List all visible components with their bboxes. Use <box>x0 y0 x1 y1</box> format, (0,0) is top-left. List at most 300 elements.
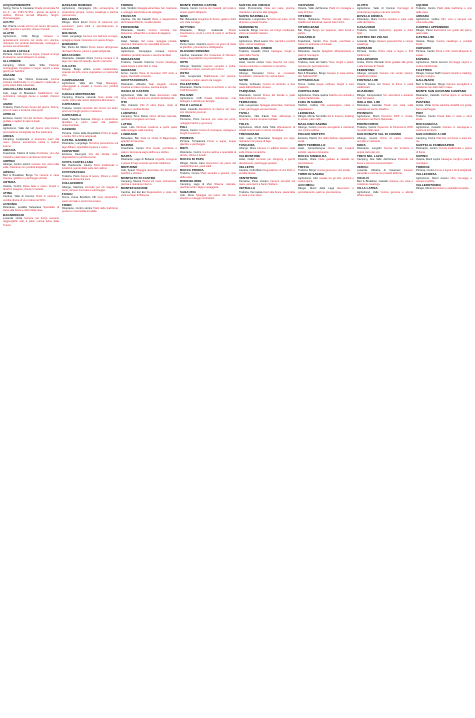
listing-description: A duecento metri dal mare, piscina, animazione estiva e market interno. <box>3 138 59 148</box>
listing-category: Camping, Lago di Vico <box>180 183 212 187</box>
listing-entry <box>121 58 177 68</box>
listing-entry <box>180 158 236 168</box>
listing-town-name: CAMPAGNANO <box>62 77 85 82</box>
listing-category: Rifugio, Monti <box>416 187 432 191</box>
listing-entry <box>298 36 354 46</box>
listing-town-name: VALLECORSA <box>416 172 437 177</box>
listing-category: Terme, Bullicame <box>298 18 320 22</box>
listing-town-name: TOLFA <box>239 121 249 126</box>
listing-entry <box>3 171 59 181</box>
listing-description: Cucina casalinga e prodotti locali. <box>416 39 472 46</box>
listing-description: Vista su Civita di Bagnoregio, aperitivi al tramonto. <box>121 136 177 143</box>
listing-town-name: PICINISCO <box>357 110 373 115</box>
listing-town-name: GENZANO <box>121 67 137 72</box>
listing-description: Peperone di Pontecorvo DOP nei piatti della casa. <box>357 125 413 133</box>
listing-town-name: MONTEFIASCONE <box>121 186 148 191</box>
listing-category: Cantina, Est Est Est <box>121 190 146 194</box>
listing-description: Cucina genuina e vino locale. <box>316 169 351 173</box>
listing-description: Camere nel centro storico, colazione inclusa. <box>357 71 413 79</box>
listing-town-name: CIVITA CASTELLANA <box>62 159 94 164</box>
listing-description: Spiaggia attrezzata, ristorante e bar, parcheggio convenzionato. <box>239 104 295 111</box>
listing-description: Camere in casa antica, olio Sabina DOP. <box>298 71 354 79</box>
listing-category: Hotel, Outlet <box>239 158 255 162</box>
listing-town-name: NINFA <box>180 38 190 43</box>
listing-description: Spiaggia sul lago, ristorante con pesce di lago. <box>239 136 295 143</box>
listing-town-name: CANALE MONTERANO <box>62 91 96 96</box>
listing-category: Lido, Lungomare <box>239 104 259 108</box>
listing-town-name: FIUGGI <box>62 191 73 196</box>
listing-town-name: SABAUDIA <box>180 189 197 194</box>
listing-entry <box>298 58 354 68</box>
listing-entry <box>3 4 59 20</box>
listing-entry <box>357 58 413 68</box>
listing-category: Hotel, Castello <box>180 107 198 111</box>
listing-category: Hotel, Lido <box>121 125 135 129</box>
listing-category: Pizzeria, Centro <box>416 50 435 54</box>
listing-entry <box>239 166 295 176</box>
listing-description: Piatti della tradizione e vino della casa. <box>416 7 472 14</box>
listing-category: Cantina, Valle di Comino <box>3 195 35 199</box>
listing-category: Rifugio, Monte Cavo <box>180 161 205 165</box>
listing-category: Ristorante, Centro storico <box>62 207 93 211</box>
listing-town-name: CASTEL GANDOLFO <box>62 138 93 143</box>
listing-town-name: NEMI <box>180 13 188 18</box>
listing-town-name: CERVARO <box>416 46 431 51</box>
listing-town-name: COLLEPARDO <box>357 56 379 61</box>
listing-town-name: ZAGAROLO <box>298 35 316 40</box>
listing-category: Lido, Vindicio <box>121 7 137 11</box>
listing-category: Ristorante, Lungomare <box>239 18 266 22</box>
listing-entry <box>416 184 472 191</box>
listing-entry <box>298 4 354 14</box>
listing-column <box>3 4 59 715</box>
listing-entry <box>416 47 472 57</box>
listing-category: Osteria, Borgo <box>416 39 435 43</box>
listing-town-name: PALO LAZIALE <box>180 103 203 108</box>
listing-category: Bed & Breakfast, Borgo <box>298 71 326 75</box>
listing-category: Ristorante, Lago di Bolsena <box>121 158 155 162</box>
listing-entry <box>180 61 236 71</box>
listing-description: Vini Cesanese di Olevano, visite e degustazioni su prenotazione. <box>180 53 236 61</box>
listing-entry <box>180 94 236 104</box>
listing-entry <box>298 184 354 194</box>
listing-town-name: AMATRICE <box>298 46 314 51</box>
listing-description: Sci, escursioni e amaretti tipici del paese. <box>357 93 413 100</box>
listing-description: Sul mare, spiaggia privata, piscina e ristorante con specialità di pesce. <box>121 39 177 46</box>
listing-description: Fattoria didattica, prodotti caseari e camere familiari. <box>121 50 177 57</box>
listing-entry <box>62 161 118 171</box>
listing-town-name: CASPERIA <box>298 67 314 72</box>
listing-entry <box>121 101 177 111</box>
listing-category: Agriturismo, Castello <box>416 125 441 129</box>
listing-town-name: SUBIACO <box>239 67 254 72</box>
listing-description: Visite guidate alle grotte e alla Certosa di Trisulti. <box>357 61 413 68</box>
listing-entry <box>239 90 295 100</box>
listing-category: Belvedere, Bar <box>121 136 139 140</box>
listing-category: Bar, Piazza <box>3 24 17 28</box>
listing-town-name: PONZA <box>180 114 191 119</box>
listing-town-name: PASTENA <box>416 100 431 105</box>
listing-category: Cantina, Cesanese <box>180 53 203 57</box>
listing-town-name: SERMONETA <box>239 24 259 29</box>
listing-town-name: LATINA <box>121 121 132 126</box>
listing-entry <box>3 88 59 101</box>
listing-entry <box>180 104 236 114</box>
listing-entry <box>416 36 472 46</box>
listing-description: Degustazioni di vini DOC e vendita diretta. <box>239 169 295 176</box>
listing-description: Olio di oliva Itrana, visite al frantoio e vendita diretta. <box>121 104 177 111</box>
listing-town-name: VALMONTONE <box>239 153 261 158</box>
listing-category: Albergo, Acropoli <box>357 71 378 75</box>
listing-category: Agriturismo, Valle <box>357 190 379 194</box>
listing-town-name: SANTA MARINELLA <box>239 13 268 18</box>
listing-category: Cantina, Colli Albani <box>239 169 263 173</box>
listing-entry <box>121 133 177 143</box>
listing-category: Albergo, Stazione <box>62 185 84 189</box>
listing-entry <box>357 26 413 36</box>
listing-town-name: ARNARA <box>416 13 430 18</box>
listing-description: Formaggi caprini e cucina tradizionale. <box>416 61 472 68</box>
listing-description: Piazzole ombreggiate, bungalow in legno, servizi e area giochi per bambini. <box>3 63 59 74</box>
listing-entry <box>416 79 472 89</box>
listing-town-name: BRACCIANO <box>62 52 81 57</box>
listing-description: Allevamento di cavalli maremmani e cucina contadina. <box>239 125 295 133</box>
listing-description: Tavoli con vista sulla cascata nel centro cittadino. <box>357 104 413 111</box>
listing-town-name: CAPRANICA <box>62 102 81 107</box>
listing-description: Cucina casalinga, pasta fresca e dolci fatti in casa. <box>121 61 177 68</box>
listing-town-name: CERVETERI <box>62 148 80 153</box>
listing-description: Pizza e fritti, tavoli all'aperto in estate. <box>416 50 472 57</box>
listing-category: Pensione, Porto <box>180 118 200 122</box>
listing-category: Rifugio, Monti della Laga <box>298 187 335 191</box>
listing-description: Fettuccine, agnello e dolci tipici. <box>357 28 413 36</box>
listing-town-name: TUSCANIA <box>239 143 255 148</box>
listing-category: Agriturismo, Valle del Fiora <box>121 93 156 97</box>
listing-town-name: VELLETRI <box>239 164 254 169</box>
listing-category: Punto ristoro, Giardino <box>180 42 207 46</box>
listing-entry <box>62 139 118 149</box>
listing-town-name: MINTURNO <box>121 164 138 169</box>
listing-entry <box>62 4 118 17</box>
listing-category: Ristorante, Mura <box>357 18 377 22</box>
listing-town-name: ANZIO <box>3 101 13 106</box>
listing-town-name: FERENTINO <box>357 67 375 72</box>
listing-entry <box>357 112 413 122</box>
listing-town-name: AUSONIA <box>3 201 18 206</box>
listing-category: Osteria, Centro <box>3 184 22 188</box>
listing-town-name: FROSINONE <box>121 24 140 29</box>
listing-description: Visite e degustazioni del Frascati DOCG, vendita diretta. <box>121 18 177 25</box>
listing-entry <box>3 113 59 123</box>
listing-description: Struttura moderna a pochi passi dalla spiaggia, sala meeting. <box>121 125 177 133</box>
listing-entry <box>357 101 413 111</box>
listing-description: Pecorino DOP e ricotta, escursioni nel Parco Nazionale. <box>357 115 413 122</box>
listing-description: Visite guidate al castello su prenotazione. <box>298 158 354 165</box>
listing-description: Cucina tipica in ambiente storico. <box>416 93 472 100</box>
listing-town-name: ANAGNI <box>3 73 16 78</box>
listing-category: Trattoria, Centro <box>416 7 436 11</box>
listing-town-name: GUARCINO <box>357 89 374 94</box>
listing-category: Fraschetta, Piazza di Corte <box>3 152 36 156</box>
listing-description: Porchetta, vino dei Castelli e piatti tipici in ambiente informale. <box>3 152 59 159</box>
listing-description: Piscine termali libere e stabilimenti attrezzati, aperto tutto l'anno. <box>298 18 354 25</box>
listing-description: Escursioni nel parco dei Castelli Romani, pasti caldi. <box>180 161 236 168</box>
listing-category: Agriturismo, Piana reatina <box>298 93 329 97</box>
listing-entry <box>121 187 177 197</box>
listing-category: Camping, Riserva naturale <box>62 95 96 99</box>
listing-category: Terme, Fonte Bonifacio VIII <box>62 196 96 200</box>
listing-town-name: ARPINO <box>3 158 15 163</box>
listing-category: Castello, Visite <box>298 158 317 162</box>
listing-category: Pizzeria, Centro <box>3 52 22 56</box>
listing-entry <box>180 115 236 125</box>
listing-category: Albergo, Stazione <box>180 64 202 68</box>
listing-town-name: CEPRANO <box>357 46 373 51</box>
listing-description: Sale affrescate e terrazza, cucina romana rivisitata. <box>239 115 295 122</box>
listing-category: Enoteca, Piazza <box>298 136 317 140</box>
listing-category: Agriturismo, Colline <box>416 18 440 22</box>
listing-category: Lido, Lago di Bracciano <box>239 136 270 140</box>
listing-entry <box>298 90 354 100</box>
listing-entry <box>62 93 118 103</box>
listing-town-name: FRASCATI <box>121 13 137 18</box>
listing-town-name: TORRI IN SABINA <box>298 172 325 177</box>
listing-town-name: VILLA LATINA <box>357 186 378 191</box>
listing-description: Camere con vista sul porto, noleggio barche e gommoni. <box>180 118 236 125</box>
listing-category: Bar, Borgo <box>298 28 312 32</box>
listing-description: Cucina sabina e specialità al tartufo, chiuso il lunedì. <box>180 150 236 158</box>
listing-description: Pesce del litorale e piatti della tradizione etrusca. <box>239 93 295 100</box>
listing-description: Vini del territorio, degustazioni guidate e taglieri di salumi locali. <box>3 116 59 123</box>
listing-description: Fattoria con animali e cucina tradizionale. <box>298 93 354 100</box>
listing-description: Strada provinciale 54 km 3 - tel. 0763.717151 - aperto da aprile a ottobre. Piscine termali all'aperto, fanghi, idromassaggio. <box>3 7 59 21</box>
listing-description: Forno a legna, impasti a lunga lievitazione, tavoli all'aperto in estate. <box>3 52 59 60</box>
listing-description: Camere nel borgo medievale, vicino al castello Caetani. <box>239 28 295 36</box>
listing-entry <box>416 101 472 111</box>
listing-entry <box>3 21 59 31</box>
listing-town-name: ISCHIA DI CASTRO <box>121 89 149 94</box>
listing-entry <box>3 60 59 73</box>
listing-category: Hotel, Lungolago <box>62 35 82 39</box>
listing-category: Albergo, Centro storico <box>3 163 31 167</box>
listing-description: Nocciole dei Cimini nei dolci, primi con funghi porcini in autunno. <box>62 106 118 114</box>
listing-description: Escursioni e pernottamento, pasti su prenotazione. <box>298 187 354 194</box>
listing-description: Castagne, funghi e piatti della Tuscia. <box>239 50 295 57</box>
listing-town-name: POFI <box>416 110 424 115</box>
listing-entry <box>180 169 236 179</box>
listing-category: Trattoria, Centro <box>357 125 377 129</box>
listing-description: Aperto nei giorni di visita al giardino, prenotazione obbligatoria. <box>180 42 236 50</box>
listing-description: Cucina di territorio a due passi dall'anfiteatro romano. <box>239 82 295 90</box>
listing-description: Vista sul mare, piscina, ristorante e accesso alla spiaggia. <box>239 7 295 14</box>
listing-category: Ristorante, Lungoliri <box>357 147 382 151</box>
listing-entry <box>357 144 413 154</box>
listing-entry <box>3 74 59 87</box>
listing-entry <box>121 177 177 187</box>
listing-category: Rifugio, Parco <box>416 28 433 32</box>
listing-column <box>298 4 354 715</box>
listing-entry <box>357 133 413 143</box>
listing-town-name: VITORCHIANO <box>298 24 320 29</box>
listing-category: Ristorante, Via Vittorio Emanuele <box>3 77 48 81</box>
listing-category: Ristorante, Località Selvacava <box>3 206 42 210</box>
listing-entry <box>180 137 236 147</box>
listing-description: Pasta fatta in casa e carni locali. <box>416 115 472 122</box>
listing-entry <box>121 69 177 79</box>
listing-description: Pesce fresco del giorno, fritture, primi di mare e terrazza vista porto. <box>3 105 59 113</box>
listing-category: Ristorante, Centro <box>239 93 262 97</box>
listing-category: Agriturismo, Monti Ausoni <box>416 176 449 180</box>
listing-entry <box>416 133 472 143</box>
listing-entry <box>298 26 354 36</box>
listing-entry <box>357 69 413 79</box>
listing-entry <box>357 90 413 100</box>
listing-description: Sci in inverno, trekking in estate, pasti caldi. <box>298 115 354 122</box>
listing-town-name: ARTENA <box>3 180 16 185</box>
listing-entry <box>239 144 295 154</box>
listing-town-name: SUPINO <box>416 153 428 158</box>
listing-town-name: POMEZIA <box>180 135 194 140</box>
listing-town-name: CASALVIERI <box>357 24 376 29</box>
listing-entry <box>180 50 236 60</box>
listing-category: Locanda, Borgo <box>239 28 258 32</box>
listing-description: Vicino all'oasi naturale, piazzole e bungalow sul mare. <box>121 115 177 122</box>
listing-description: Punto di partenza per escursioni, pasti caldi e pernottamento in camerata. <box>62 21 118 31</box>
listing-town-name: FONTANA LIRI <box>357 78 379 83</box>
listing-town-name: FONDI <box>62 202 72 207</box>
listing-entry <box>121 4 177 14</box>
listing-entry <box>298 173 354 183</box>
listing-entry <box>357 15 413 25</box>
listing-description: Pesce freschissimo, crudi e primi di mare in ambiente curato. <box>180 28 236 39</box>
listing-description: Camere nel borgo sospeso raggiungibile solo a piedi, cucina tipica della Tuscia. <box>3 216 59 227</box>
listing-entry <box>121 26 177 36</box>
listing-town-name: ACQUAPENDENTE <box>3 4 31 7</box>
listing-entry <box>239 187 295 197</box>
listing-town-name: ALATRI <box>3 31 14 36</box>
listing-town-name: ITRI <box>121 100 127 105</box>
listing-entry <box>3 214 59 227</box>
listing-town-name: CALCATA <box>62 63 77 68</box>
listing-entry <box>3 103 59 113</box>
listing-category: Trattoria, Centro <box>357 28 378 32</box>
listing-entry <box>121 15 177 25</box>
listing-town-name: OSTIA <box>180 70 190 75</box>
listing-town-name: CASTRO DEI VOLSCI <box>357 35 389 40</box>
listing-description: Anguilla, coregone e pesce di lago cucinati secondo tradizione. <box>121 158 177 165</box>
listing-town-name: SUTRI <box>239 78 249 83</box>
listing-town-name: OLEVANO ROMANO <box>180 49 210 54</box>
listing-description: Degustazioni e visite con vista sul lago di Bolsena. <box>121 190 177 197</box>
listing-town-name: VITERBO <box>298 13 312 18</box>
listing-entry <box>62 193 118 203</box>
listing-town-name: ESPERIA <box>416 56 430 61</box>
listing-town-name: BOLSENA <box>62 31 77 36</box>
listing-category: Lido, Dune <box>180 193 194 197</box>
listing-entry <box>180 147 236 157</box>
listing-entry <box>121 112 177 122</box>
listing-town-name: ISOLA DEL LIRI <box>357 100 380 105</box>
listing-description: Cucina ciociara con fettuccine, abbacchio e verdure di stagione. <box>121 28 177 36</box>
listing-town-name: CASTELLIRI <box>416 35 435 40</box>
listing-description: Camere in campagna e cucina di territorio. <box>416 125 472 133</box>
listing-entry <box>62 150 118 160</box>
listing-column <box>121 4 177 715</box>
listing-entry <box>180 83 236 93</box>
listing-description: Camere in edificio storico, vista sulle chiese romaniche. <box>239 147 295 154</box>
listing-description: Cucina romana e di lago con vista sul castello, tavoli in terrazza. <box>62 57 118 64</box>
listing-town-name: CAMPOLI APPENNINO <box>416 24 449 29</box>
listing-description: Camere con vista e colazione casalinga. <box>357 179 413 187</box>
listing-town-name: TIVOLI <box>239 110 249 115</box>
listing-entry <box>62 114 118 127</box>
listing-description: Escursioni e ospitalità semplice. <box>432 187 470 191</box>
listing-description: Piatti di montagna e trote di fiume. <box>298 7 354 14</box>
listing-category: Fraschetta, Centro <box>298 39 321 43</box>
listing-category: Hotel, Centro storico <box>239 61 265 65</box>
listing-entry <box>3 181 59 191</box>
listing-description: Residenza di charme sul mare con ristorante gourmet. <box>180 107 236 114</box>
listing-town-name: RONCIGLIONE <box>180 178 202 183</box>
listing-category: Cantina, Via dei Castelli <box>121 18 151 22</box>
listing-entry <box>298 155 354 165</box>
listing-town-name: MARINO <box>121 143 134 148</box>
listing-category: Enoteca, Necropoli <box>62 153 86 157</box>
listing-entry <box>3 149 59 159</box>
listing-entry <box>239 155 295 165</box>
listing-entry <box>357 47 413 57</box>
listing-description: Cucina dei Castelli, vini locali e ampio spazio all'aperto. <box>180 7 236 14</box>
listing-town-name: GENAZZANO <box>121 56 141 61</box>
listing-town-name: PALESTRINA <box>180 81 200 86</box>
listing-category: Hotel, Serapo <box>121 39 139 43</box>
listing-column <box>357 4 413 715</box>
listing-town-name: MONTE SAN GIOVANNI CAMPANO <box>416 89 467 94</box>
listing-description: Pane di Genzano IGP cotto a legna, ciambelle e biscotti. <box>121 71 177 79</box>
listing-entry <box>239 133 295 143</box>
listing-category: Agriturismo, Valle del Treja <box>62 81 103 85</box>
listing-category: Agriturismo, Valle di Comino <box>357 7 395 11</box>
listing-town-name: MAGLIANO SABINA <box>298 121 328 126</box>
listing-category: Fraschetta, Centro <box>121 147 144 151</box>
listing-category: Trattoria, Centro <box>180 172 200 176</box>
listing-entry <box>3 135 59 148</box>
listing-description: Camere tranquille e cucina con prodotti dell'orto. <box>357 169 413 176</box>
listing-entry <box>239 69 295 79</box>
listing-entry <box>298 69 354 79</box>
listing-category: Trattoria, Porto <box>3 105 21 109</box>
listing-town-name: NETTUNO <box>180 24 195 29</box>
listing-entry <box>62 103 118 113</box>
listing-category: Bar, Belvedere <box>180 18 198 22</box>
listing-entry <box>298 101 354 111</box>
listing-category: Ristorante, Centro <box>121 28 145 32</box>
listing-town-name: TERRACINA <box>239 100 257 105</box>
listing-town-name: SAN DONATO VAL DI COMINO <box>357 132 402 137</box>
listing-entry <box>180 191 236 201</box>
listing-town-name: SORIANO NEL CIMINO <box>239 46 273 51</box>
listing-town-name: VETRALLA <box>239 186 256 191</box>
listing-category: Agriturismo, Colle Borgo <box>3 35 39 39</box>
listing-town-name: TOFFIA <box>298 164 309 169</box>
listing-entry <box>239 4 295 14</box>
listing-category: Trattoria, Gole del Velino <box>298 61 328 65</box>
listing-category: Bed & Breakfast, Borgo <box>416 82 445 86</box>
listing-town-name: POLI <box>180 124 188 129</box>
listing-description: Piazzole sul fiume e percorsi escursionistici. <box>357 158 413 165</box>
listing-category: Lido, Lungomare <box>180 75 202 79</box>
listing-town-name: CITTADUCALE <box>298 78 320 83</box>
